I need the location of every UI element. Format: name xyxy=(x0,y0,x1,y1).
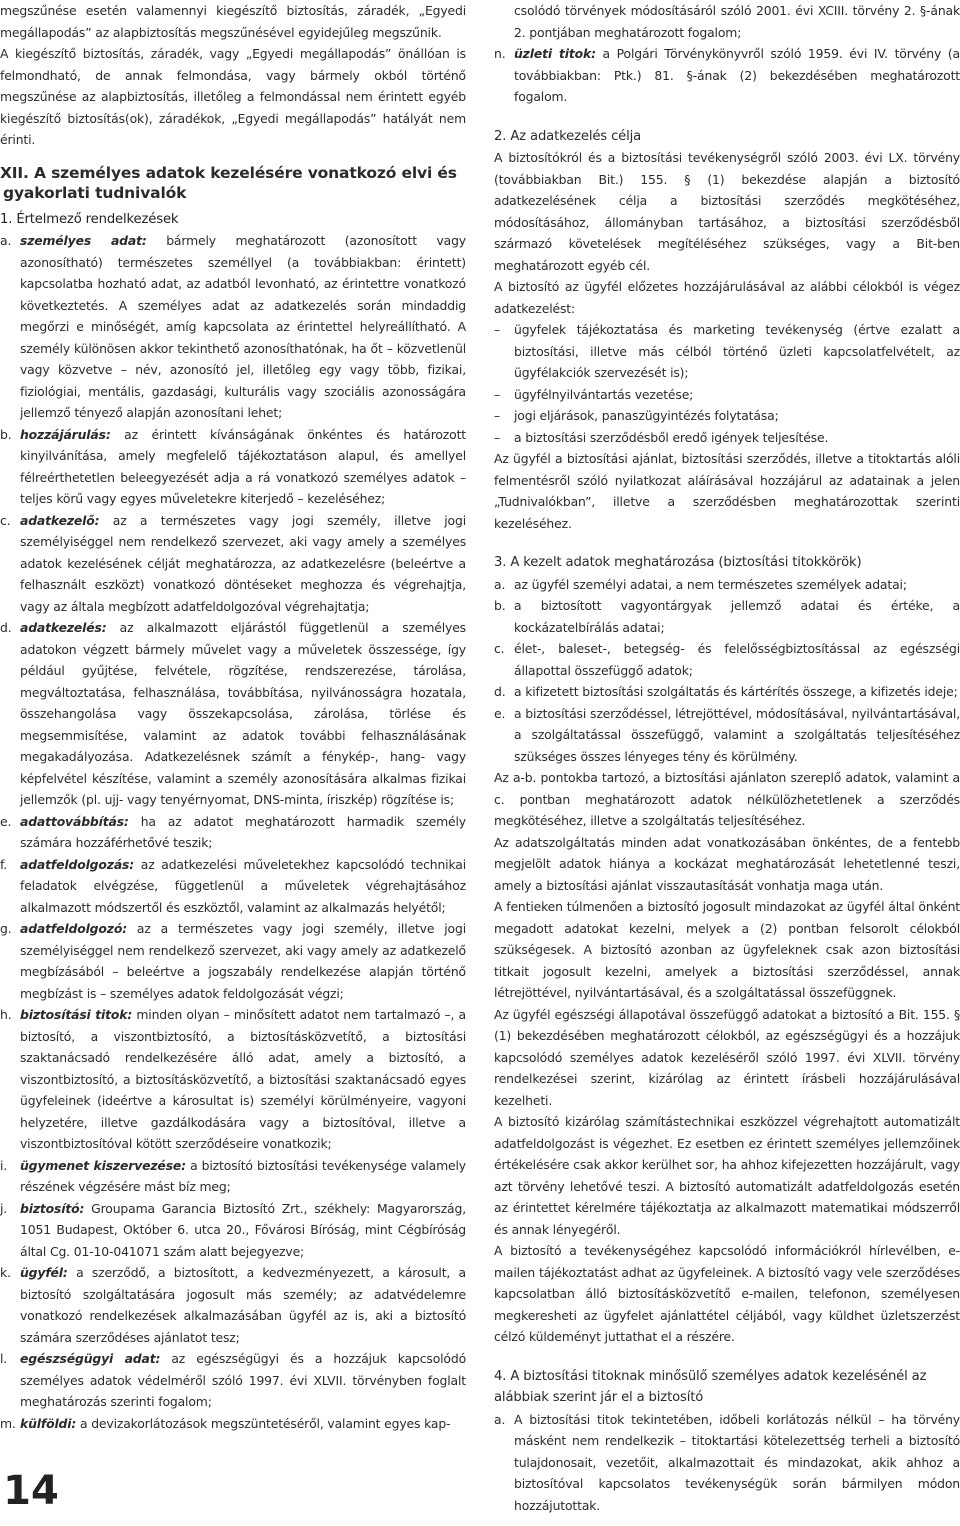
purpose-text: jogi eljárások, panaszügyintézés folytatása; xyxy=(514,408,779,423)
definition-term: adatfeldolgozó: xyxy=(20,921,127,936)
item-marker: g. xyxy=(0,921,12,936)
definition-body xyxy=(20,918,466,1004)
definition-body xyxy=(20,1413,466,1435)
item-marker: k. xyxy=(0,1265,11,1280)
definitions-list xyxy=(0,230,466,1434)
sec3-paragraph: Az ügyfél egészségi állapotával összefüggő adatokat a biztosító a Bit. 155. § (1) bekezdésében meghatározott célokból, az egészségügyi és a hozzájuk kapcsolódó személyes adatok kezeléséről szóló 1997. évi XLVII. törvény rendelkezései szerint, kizárólag az érintett írásbeli hozzájárulásával kezelheti. xyxy=(494,1006,960,1108)
intro-paragraph-1: megszűnése esetén valamennyi kiegészítő biztosítás, záradék, „Egyedi megállapodás” az alapbiztosítás megszűnésével egyidejűleg megszűnik. xyxy=(0,3,466,40)
item-marker: j. xyxy=(0,1200,8,1216)
data-category-text: a biztosítási szerződéssel, létrejöttével, módosításával, nyilvántartásával, a szolgáltatással összefüggő, valamint a szolgáltatás teljesítéséhez szükséges összes lényeges tény és körülmény. xyxy=(514,705,960,764)
section-heading-2: 2. Az adatkezelés célja xyxy=(494,128,642,144)
definition-item xyxy=(0,510,466,618)
definition-term: egészségügyi adat: xyxy=(20,1351,161,1366)
data-category-text: a biztosított vagyontárgyak jellemző adatai és értéke, a kockázatelbírálás adatai; xyxy=(514,598,960,635)
definition-text: a szerződő, a biztosított, a kedvezményezett, a károsult, a biztosító szolgáltatására jogosult más személy; az adatvédelemre vonatkozó rendelkezések alkalmazásában ügyfél az is, aki a biztosító számára szerződéses ajánlatot tesz; xyxy=(20,1265,466,1345)
definition-term: üzleti titok: xyxy=(514,46,596,61)
definition-item xyxy=(0,1262,466,1348)
definition-text: a biztosító biztosítási tevékenysége valamely részének végzésére mást bíz meg; xyxy=(20,1157,466,1194)
purpose-text: a biztosítási szerződésből eredő igények teljesítése. xyxy=(514,429,829,445)
definition-term: adatkezelő: xyxy=(20,512,100,528)
sec3-paragraph: Az adatszolgáltatás minden adat vonatkozásában önkéntes, de a fentebb megjelölt adatok hiánya a kockázat meghatározását lehetetlenné teszi, amely a biztosítási ajánlat visszautasítását vonhatja maga után. xyxy=(494,834,960,893)
purpose-text: ügyfélnyilvántartás vezetése; xyxy=(514,386,694,402)
definition-body xyxy=(20,510,466,618)
item-marker: e. xyxy=(494,705,506,721)
definition-text: bármely meghatározott (azonosított vagy azonosítható) természetes személlyel (a továbbiakban: érintett) kapcsolatba hozható adat, az adatból levonható, az érintettre vonatkozó következtetés. A személyes adat az adatkezelés során mindaddig megőrzi e minőségét, amíg kapcsolata az érintettel helyreállítható. A személy különösen akkor tekinthető azonosíthatónak, ha őt – közvetlenül vagy közvetve – név, azonosító jel, illetőleg egy vagy több, fizikai, fiziológiai, mentális, gazdasági, kulturális vagy szociális azonosságára jellemző tényező alapján azonosítani lehet; xyxy=(20,233,466,420)
definition-continuation xyxy=(494,0,960,43)
purpose-item xyxy=(494,384,960,406)
definition-term: adattovábbítás: xyxy=(20,813,129,829)
definition-term: adatkezelés: xyxy=(20,620,107,635)
definition-item xyxy=(0,811,466,854)
item-marker: b. xyxy=(494,598,506,613)
definition-text: a devizakorlátozások megszüntetéséről, valamint egyes kap- xyxy=(76,1415,451,1431)
purpose-item xyxy=(494,427,960,449)
definition-body xyxy=(20,617,466,811)
item-marker: f. xyxy=(0,856,8,872)
item-marker: i. xyxy=(0,1157,8,1173)
definition-body xyxy=(20,1262,466,1348)
definition-item xyxy=(0,854,466,919)
item-marker: m. xyxy=(0,1415,16,1431)
confidentiality-item xyxy=(494,1409,960,1517)
data-category-text: a kifizetett biztosítási szolgáltatás és kártérítés összege, a kifizetés ideje; xyxy=(514,684,958,699)
data-category-text: élet-, baleset-, betegség- és felelősségbiztosítással az egészségi állapottal összefüggő adatok; xyxy=(514,641,960,678)
item-marker: l. xyxy=(0,1351,8,1366)
section-heading-3: 3. A kezelt adatok meghatározása (biztosítási titokkörök) xyxy=(494,555,862,570)
definition-item xyxy=(0,424,466,510)
confidentiality-list xyxy=(494,1409,960,1517)
item-marker: c. xyxy=(494,641,505,656)
definition-text: az a természetes vagy jogi személy, illetve jogi személyiséggel nem rendelkező szervezet, aki vagy amely a személyes adatok kezelésének célját meghatározza, az adatkezelésre (beleértve a felhasznált eszközt) vonatkozó döntéseket meghozza és végrehajtja, vagy az általa megbízott adatfeldolgozóval végrehajtatja; xyxy=(20,512,466,614)
right-column xyxy=(494,0,960,1516)
definition-body xyxy=(20,854,466,919)
sec2-paragraph-1: A biztosítókról és a biztosítási tevékenységről szóló 2003. évi LX. törvény (továbbiakban Bit.) 155. § (1) bekezdése alapján a biztosító adatkezelésének célja a biztosítási szerződés megkötéséhez, módosításához, állományban tartásához, a biztosítási szerződésből származó követelések megítéléséhez szükséges, vagy a Bit-ben meghatározott egyéb cél. xyxy=(494,150,960,273)
page-number-box xyxy=(0,1456,62,1526)
purpose-list xyxy=(494,319,960,448)
data-category-text: az ügyfél személyi adatai, a nem természetes személyek adatai; xyxy=(514,576,907,592)
item-marker: a. xyxy=(494,576,506,592)
definition-term: külföldi: xyxy=(20,1415,77,1431)
definition-body xyxy=(20,1004,466,1155)
data-category-item xyxy=(494,681,960,703)
item-marker: b. xyxy=(0,426,12,442)
definition-body xyxy=(20,811,466,854)
section-heading-xii: XII. A személyes adatok kezelésére vonatkozó elvi és gyakorlati tudnivalók xyxy=(0,163,457,202)
sec2-paragraph-2: A biztosító az ügyfél előzetes hozzájárulásával az alábbi célokból is végez adatkezelést: xyxy=(494,279,960,316)
definition-body xyxy=(20,1198,466,1263)
purpose-item xyxy=(494,319,960,384)
sec2-after-paragraph: Az ügyfél a biztosítási ajánlat, biztosítási szerződés, illetve a titoktartás alóli felmentésről szóló nyilatkozat aláírásával hozzájárul az adatainak a jelen „Tudnivalókban”, illetve a szerződésben meghatározottak szerinti kezeléséhez. xyxy=(494,451,960,531)
dash-marker: – xyxy=(494,408,501,423)
data-category-item xyxy=(494,638,960,681)
confidentiality-text: A biztosítási titok tekintetében, időbeli korlátozás nélkül – ha törvény másként nem rendelkezik – titoktartási kötelezettség terheli a biztosító tulajdonosait, vezetőit, alkalmazottait és mindazokat, akik ahhoz a biztosítóval kapcsolatos tevékenységük során bármilyen módon hozzájutottak. xyxy=(514,1411,960,1513)
definition-term: ügymenet kiszervezése: xyxy=(20,1157,186,1173)
definition-text: az adatkezelési műveletekhez kapcsolódó technikai feladatok elvégzése, függetlenül a műveletek végrehajtásához alkalmazott módszertől és eszköztől, valamint az alkalmazás helyétől; xyxy=(20,856,466,915)
sec3-paragraph: Az a-b. pontokba tartozó, a biztosítási ajánlaton szereplő adatok, valamint a c. pontban meghatározott adatok nélkülözhetetlenek a szerződés megkötéséhez, illetve a szolgáltatás teljesítéséhez. xyxy=(494,770,960,828)
definition-item xyxy=(0,230,466,424)
subsection-heading-definitions: 1. Értelmező rendelkezések xyxy=(0,211,179,227)
definition-item xyxy=(0,1155,466,1198)
definition-continuation-text: csolódó törvények módosításáról szóló 2001. évi XCIII. törvény 2. §-ának 2. pontjában meghatározott fogalom; xyxy=(514,3,960,40)
dash-marker: – xyxy=(494,429,501,445)
definition-item xyxy=(0,1413,466,1435)
purpose-item xyxy=(494,405,960,427)
sec3-paragraph: A fentieken túlmenően a biztosító jogosult mindazokat az ügyfél által önként megadott adatokat kezelni, melyek a (2) pontban felsorolt célokból szükségesek. A biztosító azonban az ügyfeleknek csak azon biztosítási titkait jogosult kezelni, amelyek a biztosítási szerződéssel, annak létrejöttével, nyilvántartásával, és a szolgáltatással összefüggnek. xyxy=(494,899,960,1000)
definition-text: ha az adatot meghatározott harmadik személy számára hozzáférhetővé teszik; xyxy=(20,813,466,850)
data-category-item xyxy=(494,574,960,596)
definition-text: Groupama Garancia Biztosító Zrt., székhely: Magyarország, 1051 Budapest, Október 6. utca 20., Fővárosi Bíróság, mint Cégbíróság által Cg. 01-10-041071 szám alatt bejegyezve; xyxy=(20,1200,466,1259)
definition-term: biztosító: xyxy=(20,1200,85,1216)
item-marker: a. xyxy=(0,233,12,248)
definition-item xyxy=(0,918,466,1004)
page-number: 14 xyxy=(3,1468,59,1514)
definition-item-n xyxy=(494,43,960,108)
intro-paragraph-2: A kiegészítő biztosítás, záradék, vagy „Egyedi megállapodás” önállóan is felmondható, de annak felmondása, vagy bármely okból történő megszűnése az alapbiztosítás, illetőleg a felmondással nem érintett egyéb kiegészítő biztosítás(ok), záradékok, „Egyedi megállapodás” hatályát nem érinti. xyxy=(0,46,466,147)
dash-marker: – xyxy=(494,322,501,337)
item-marker: d. xyxy=(494,684,506,699)
definition-term: biztosítási titok: xyxy=(20,1007,133,1022)
definition-text: az egészségügyi és a hozzájuk kapcsolódó személyes adatok védelméről szóló 1997. évi XLVII. törvényben foglalt meghatározás szerinti fogalom; xyxy=(20,1351,466,1409)
item-marker: d. xyxy=(0,620,12,635)
dash-marker: – xyxy=(494,386,501,402)
definition-text: a Polgári Törvénykönyvről szóló 1959. évi IV. törvény (a továbbiakban: Ptk.) 81. §-ának (2) bekezdésében meghatározott fogalom. xyxy=(514,46,960,104)
item-marker: n. xyxy=(494,46,506,61)
sec3-paragraphs xyxy=(494,767,960,1348)
sec3-paragraph: A biztosító a tevékenységéhez kapcsolódó információkról hírlevélben, e-mailen tájékoztatást adhat az ügyfeleinek. A biztosító vagy vele szerződéses kapcsolatban álló biztosításközvetítő e-mailen, telefonon, személyesen megkeresheti az ügyfelet ajánlattétel céljából, vagy küldhet üzletszerzést célzó küldeményt juttathat el a részére. xyxy=(494,1243,960,1344)
definition-body xyxy=(20,424,466,510)
data-category-item xyxy=(494,703,960,768)
purpose-text: ügyfelek tájékoztatása és marketing tevékenység (értve ezalatt a biztosítási, illetve más célból történő üzleti kapcsolatfelvételt, az ügyfélakciók szervezését is); xyxy=(514,322,960,380)
definition-item xyxy=(0,1348,466,1413)
definition-term: személyes adat: xyxy=(20,233,147,248)
item-marker: h. xyxy=(0,1007,12,1022)
definition-body xyxy=(20,230,466,424)
definition-text: az alkalmazott eljárástól függetlenül a személyes adatokon végzett bármely művelet vagy a műveletek összessége, így például gyűjtése, felvétele, rögzítése, rendszerezése, tárolása, megváltoztatása, felhasználása, továbbítása, nyilvánosságra hozatala, összehangolása vagy összekapcsolása, zárolása, törlése és megsemmisítése, valamint az adatok további felhasználásának megakadályozása. Adatkezelésnek számít a fénykép-, hang- vagy képfelvétel készítése, valamint a személy azonosítására alkalmas fizikai jellemzők (pl. ujj- vagy tenyérnyomat, DNS-minta, íriszkép) rögzítése is; xyxy=(20,620,466,807)
definition-text: az a természetes vagy jogi személy, illetve jogi személyiséggel nem rendelkező szervezet, aki vagy amely az adatkezelő megbízásából – beleértve a jogszabály rendelkezése alapján történő megbízást is – személyes adatok feldolgozását végzi; xyxy=(20,921,466,1001)
definition-body xyxy=(20,1348,466,1413)
item-marker: c. xyxy=(0,512,11,528)
item-marker: e. xyxy=(0,813,12,829)
left-column xyxy=(0,0,466,1434)
sec3-paragraph: A biztosító kizárólag számítástechnikai eszközzel végrehajtott automatizált adatfeldolgozást is végezhet. Ez esetben ez érintett személyes jellemzőinek értékelésére csak akkor kerülhet sor, ha ahhoz kifejezetten hozzájárult, vagy azt törvény lehetővé teszi. A biztosító automatizált adatfeldolgozás esetén az érintettet kérelmére tájékoztatja az alkalmazott matematikai módszerről és annak lényegéről. xyxy=(494,1114,960,1237)
definition-item xyxy=(0,1004,466,1155)
definition-term: ügyfél: xyxy=(20,1265,68,1280)
definition-item xyxy=(0,1198,466,1263)
definition-term: hozzájárulás: xyxy=(20,426,111,442)
definition-text: minden olyan – minősített adatot nem tartalmazó –, a biztosító, a viszontbiztosító, a biztosításközvetítő, a biztosítási szaktanácsadó rendelkezésére álló adat, amely a biztosító, a viszontbiztosító, a biztosításközvetítő, a biztosítási szaktanácsadó egyes ügyfeleinek (ideértve a károsultat is) személyi körülményeire, vagyoni helyzetére, illetve gazdálkodására vagy a biztosítóval, illetve a viszontbiztosítóval kötött szerződéseire vonatkozik; xyxy=(20,1007,466,1151)
section-heading-4: 4. A biztosítási titoknak minősülő személyes adatok kezelésénél az alábbiak szerint jár el a biztosító xyxy=(494,1368,927,1405)
data-category-item xyxy=(494,595,960,638)
item-marker: a. xyxy=(494,1411,506,1427)
data-categories-list xyxy=(494,574,960,768)
definition-term: adatfeldolgozás: xyxy=(20,856,135,872)
definition-item xyxy=(0,617,466,811)
definition-text: az érintett kívánságának önkéntes és határozott kinyilvánítása, amely megfelelő tájékoztatáson alapul, és amellyel félreérthetetlen beleegyezését adja a rá vonatkozó személyes adatok – teljes körű vagy egyes műveletekre kiterjedő – kezeléséhez; xyxy=(20,426,466,506)
definition-body xyxy=(20,1155,466,1198)
